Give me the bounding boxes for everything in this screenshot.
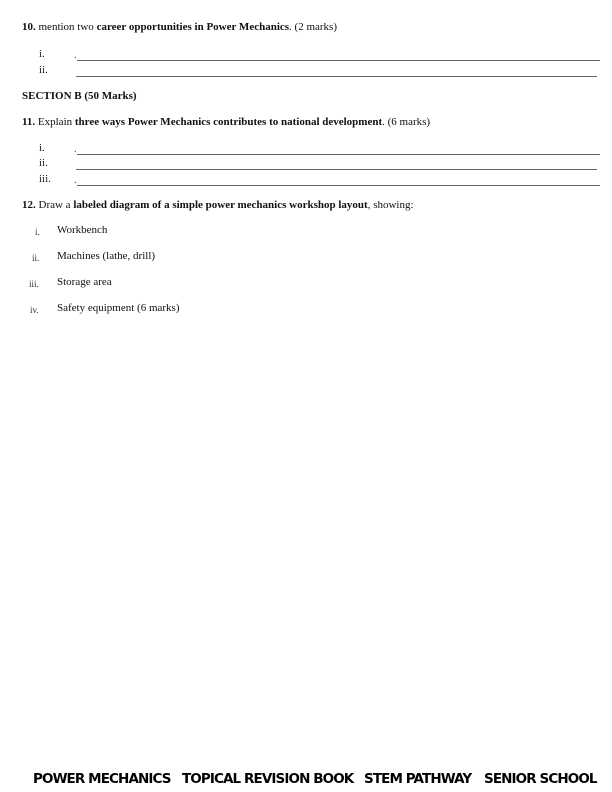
answer-line-q10-ii[interactable] <box>76 76 597 77</box>
section-heading: SECTION B (50 Marks) <box>22 90 137 102</box>
answer-numeral: i. <box>39 48 45 60</box>
footer-subject: POWER MECHANICS <box>33 771 171 787</box>
answer-dot: . <box>74 144 77 155</box>
list-item-machines: Machines (lathe, drill) <box>57 250 156 262</box>
list-item-safety: Safety equipment (6 marks) <box>57 302 180 314</box>
question-10: 10. mention two career opportunities in Power Mechanics. (2 marks) <box>22 21 338 33</box>
list-numeral: i. <box>35 227 40 237</box>
question-12: 12. Draw a labeled diagram of a simple power mechanics workshop layout, showing: <box>22 199 414 211</box>
question-number: 11. <box>22 116 36 128</box>
list-numeral: ii. <box>32 253 40 263</box>
list-numeral: iii. <box>29 279 39 289</box>
footer-level: SENIOR SCHOOL <box>484 771 597 787</box>
question-number: 12. <box>22 199 36 211</box>
question-emphasis: three ways Power Mechanics contributes to national development <box>74 116 383 128</box>
answer-line-q11-iii[interactable] <box>77 185 600 186</box>
answer-line-q11-i[interactable] <box>77 154 600 155</box>
list-numeral: iv. <box>30 305 39 315</box>
question-emphasis: career opportunities in Power Mechanics <box>96 21 290 33</box>
answer-numeral: i. <box>39 142 45 154</box>
footer-book-title: TOPICAL REVISION BOOK <box>182 771 354 787</box>
answer-numeral: ii. <box>39 64 48 76</box>
list-item-workbench: Workbench <box>57 224 108 236</box>
answer-dot: . <box>74 50 77 61</box>
answer-numeral: ii. <box>39 157 48 169</box>
question-11: 11. Explain three ways Power Mechanics contributes to national development. (6 marks) <box>22 116 431 128</box>
answer-line-q11-ii[interactable] <box>76 169 597 170</box>
footer-pathway: STEM PATHWAY <box>364 771 472 787</box>
question-emphasis: labeled diagram of a simple power mechanics workshop layout <box>73 199 368 211</box>
answer-line-q10-i[interactable] <box>77 60 600 61</box>
answer-dot: . <box>74 175 77 186</box>
question-number: 10. <box>22 21 36 33</box>
answer-numeral: iii. <box>39 173 51 185</box>
list-item-storage: Storage area <box>57 276 112 288</box>
